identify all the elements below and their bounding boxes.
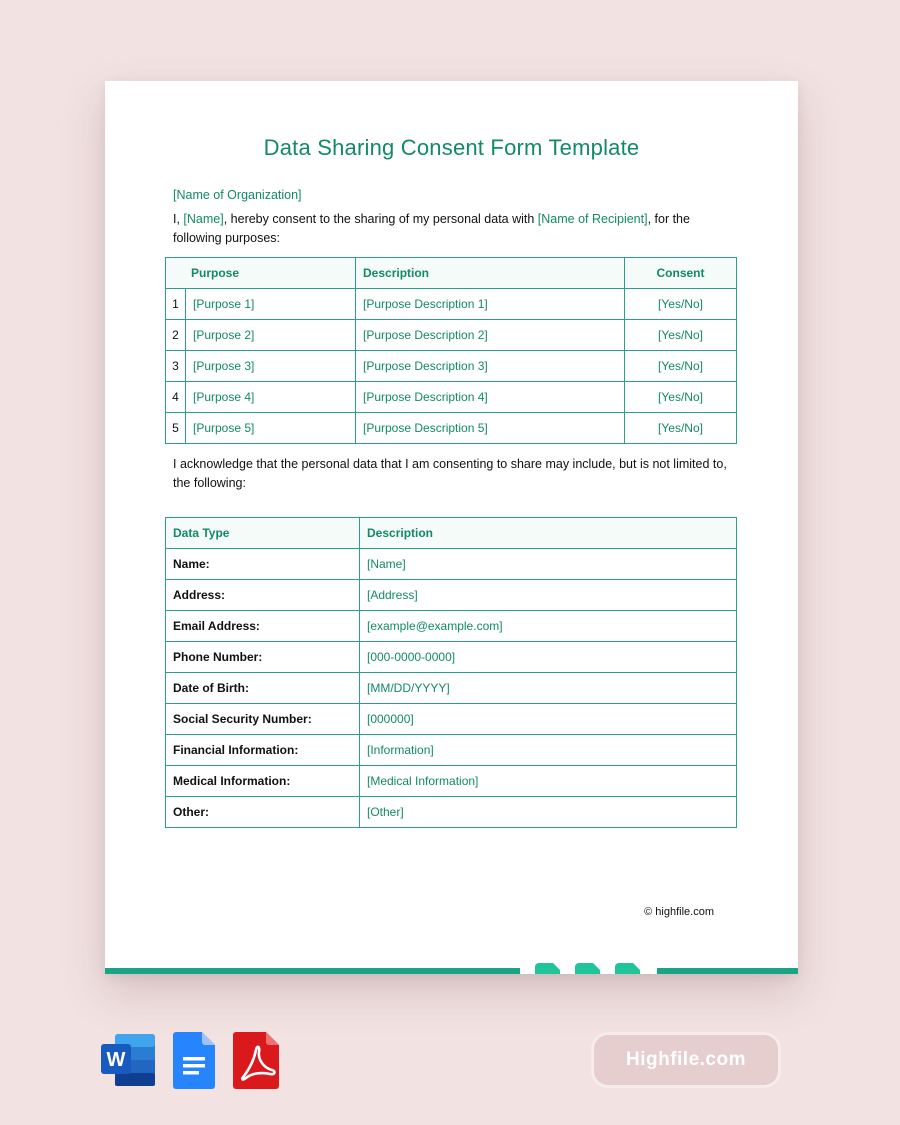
purpose-cell: [Purpose 4] bbox=[186, 382, 356, 413]
intro-recipient-placeholder: [Name of Recipient] bbox=[537, 212, 648, 226]
purpose-row bbox=[166, 320, 737, 351]
data-value-cell: [Name] bbox=[360, 549, 737, 580]
data-types-header-row bbox=[166, 518, 737, 549]
purpose-row bbox=[166, 382, 737, 413]
consent-cell: [Yes/No] bbox=[625, 351, 737, 382]
data-value-cell: [Information] bbox=[360, 735, 737, 766]
data-value-cell: [Address] bbox=[360, 580, 737, 611]
footer-bar-left bbox=[105, 968, 520, 974]
description-column-header: Description bbox=[356, 258, 625, 289]
data-type-row bbox=[166, 580, 737, 611]
data-type-row bbox=[166, 642, 737, 673]
word-icon[interactable] bbox=[101, 1030, 156, 1090]
data-value-cell: [000-0000-0000] bbox=[360, 642, 737, 673]
document-page bbox=[105, 81, 798, 974]
purpose-cell: [Purpose 1] bbox=[186, 289, 356, 320]
purpose-description-cell: [Purpose Description 2] bbox=[356, 320, 625, 351]
footer-bar bbox=[105, 968, 798, 974]
data-type-row bbox=[166, 611, 737, 642]
footer-tab-icon bbox=[575, 963, 600, 974]
purpose-row bbox=[166, 413, 737, 444]
data-type-row bbox=[166, 735, 737, 766]
row-number: 1 bbox=[166, 289, 186, 320]
data-type-row bbox=[166, 766, 737, 797]
page-title: Data Sharing Consent Form Template bbox=[263, 135, 640, 160]
intro-middle: , hereby consent to the sharing of my personal data with bbox=[223, 212, 538, 226]
purposes-header-row bbox=[166, 258, 737, 289]
acknowledgement-paragraph: I acknowledge that the personal data that I am consenting to share may include, but is not limited to, the following: bbox=[173, 457, 727, 490]
purpose-column-header: Purpose bbox=[166, 258, 356, 289]
data-type-cell: Financial Information: bbox=[166, 735, 360, 766]
purpose-cell: [Purpose 2] bbox=[186, 320, 356, 351]
data-type-cell: Medical Information: bbox=[166, 766, 360, 797]
data-type-cell: Phone Number: bbox=[166, 642, 360, 673]
data-value-cell: [000000] bbox=[360, 704, 737, 735]
purpose-cell: [Purpose 5] bbox=[186, 413, 356, 444]
purpose-description-cell: [Purpose Description 4] bbox=[356, 382, 625, 413]
data-type-cell: Date of Birth: bbox=[166, 673, 360, 704]
purpose-description-cell: [Purpose Description 5] bbox=[356, 413, 625, 444]
data-type-cell: Other: bbox=[166, 797, 360, 828]
data-type-cell: Email Address: bbox=[166, 611, 360, 642]
data-type-row bbox=[166, 797, 737, 828]
brand-badge[interactable]: Highfile.com bbox=[594, 1035, 778, 1085]
consent-column-header: Consent bbox=[625, 258, 737, 289]
data-value-cell: [MM/DD/YYYY] bbox=[360, 673, 737, 704]
purpose-row bbox=[166, 289, 737, 320]
data-type-row bbox=[166, 704, 737, 735]
data-type-row bbox=[166, 673, 737, 704]
row-number: 3 bbox=[166, 351, 186, 382]
consent-cell: [Yes/No] bbox=[625, 320, 737, 351]
row-number: 2 bbox=[166, 320, 186, 351]
data-value-cell: [Medical Information] bbox=[360, 766, 737, 797]
purpose-description-cell: [Purpose Description 1] bbox=[356, 289, 625, 320]
google-docs-icon[interactable] bbox=[172, 1030, 227, 1090]
row-number: 5 bbox=[166, 413, 186, 444]
data-type-cell: Social Security Number: bbox=[166, 704, 360, 735]
purpose-description-cell: [Purpose Description 3] bbox=[356, 351, 625, 382]
footer-tab-icon bbox=[535, 963, 560, 974]
intro-name-placeholder: [Name] bbox=[183, 212, 224, 226]
intro-paragraph bbox=[173, 210, 733, 248]
data-type-cell: Address: bbox=[166, 580, 360, 611]
consent-cell: [Yes/No] bbox=[625, 382, 737, 413]
pdf-icon[interactable] bbox=[232, 1030, 287, 1090]
footer-tab-icon bbox=[615, 963, 640, 974]
intro-prefix: I, bbox=[173, 212, 184, 226]
data-type-cell: Name: bbox=[166, 549, 360, 580]
data-type-column-header: Data Type bbox=[166, 518, 360, 549]
consent-cell: [Yes/No] bbox=[625, 413, 737, 444]
copyright-credit: © highfile.com bbox=[644, 906, 714, 918]
consent-cell: [Yes/No] bbox=[625, 289, 737, 320]
data-types-table bbox=[165, 517, 737, 828]
row-number: 4 bbox=[166, 382, 186, 413]
purpose-cell: [Purpose 3] bbox=[186, 351, 356, 382]
data-type-row bbox=[166, 549, 737, 580]
data-value-cell: [Other] bbox=[360, 797, 737, 828]
organization-name: [Name of Organization] bbox=[173, 188, 302, 202]
data-description-column-header: Description bbox=[360, 518, 737, 549]
intro-suffix: , for the following purposes: bbox=[173, 212, 690, 245]
purposes-table bbox=[165, 257, 737, 444]
footer-bar-right bbox=[657, 968, 798, 974]
word-icon-letter: W bbox=[106, 1049, 126, 1071]
data-value-cell: [example@example.com] bbox=[360, 611, 737, 642]
purpose-row bbox=[166, 351, 737, 382]
